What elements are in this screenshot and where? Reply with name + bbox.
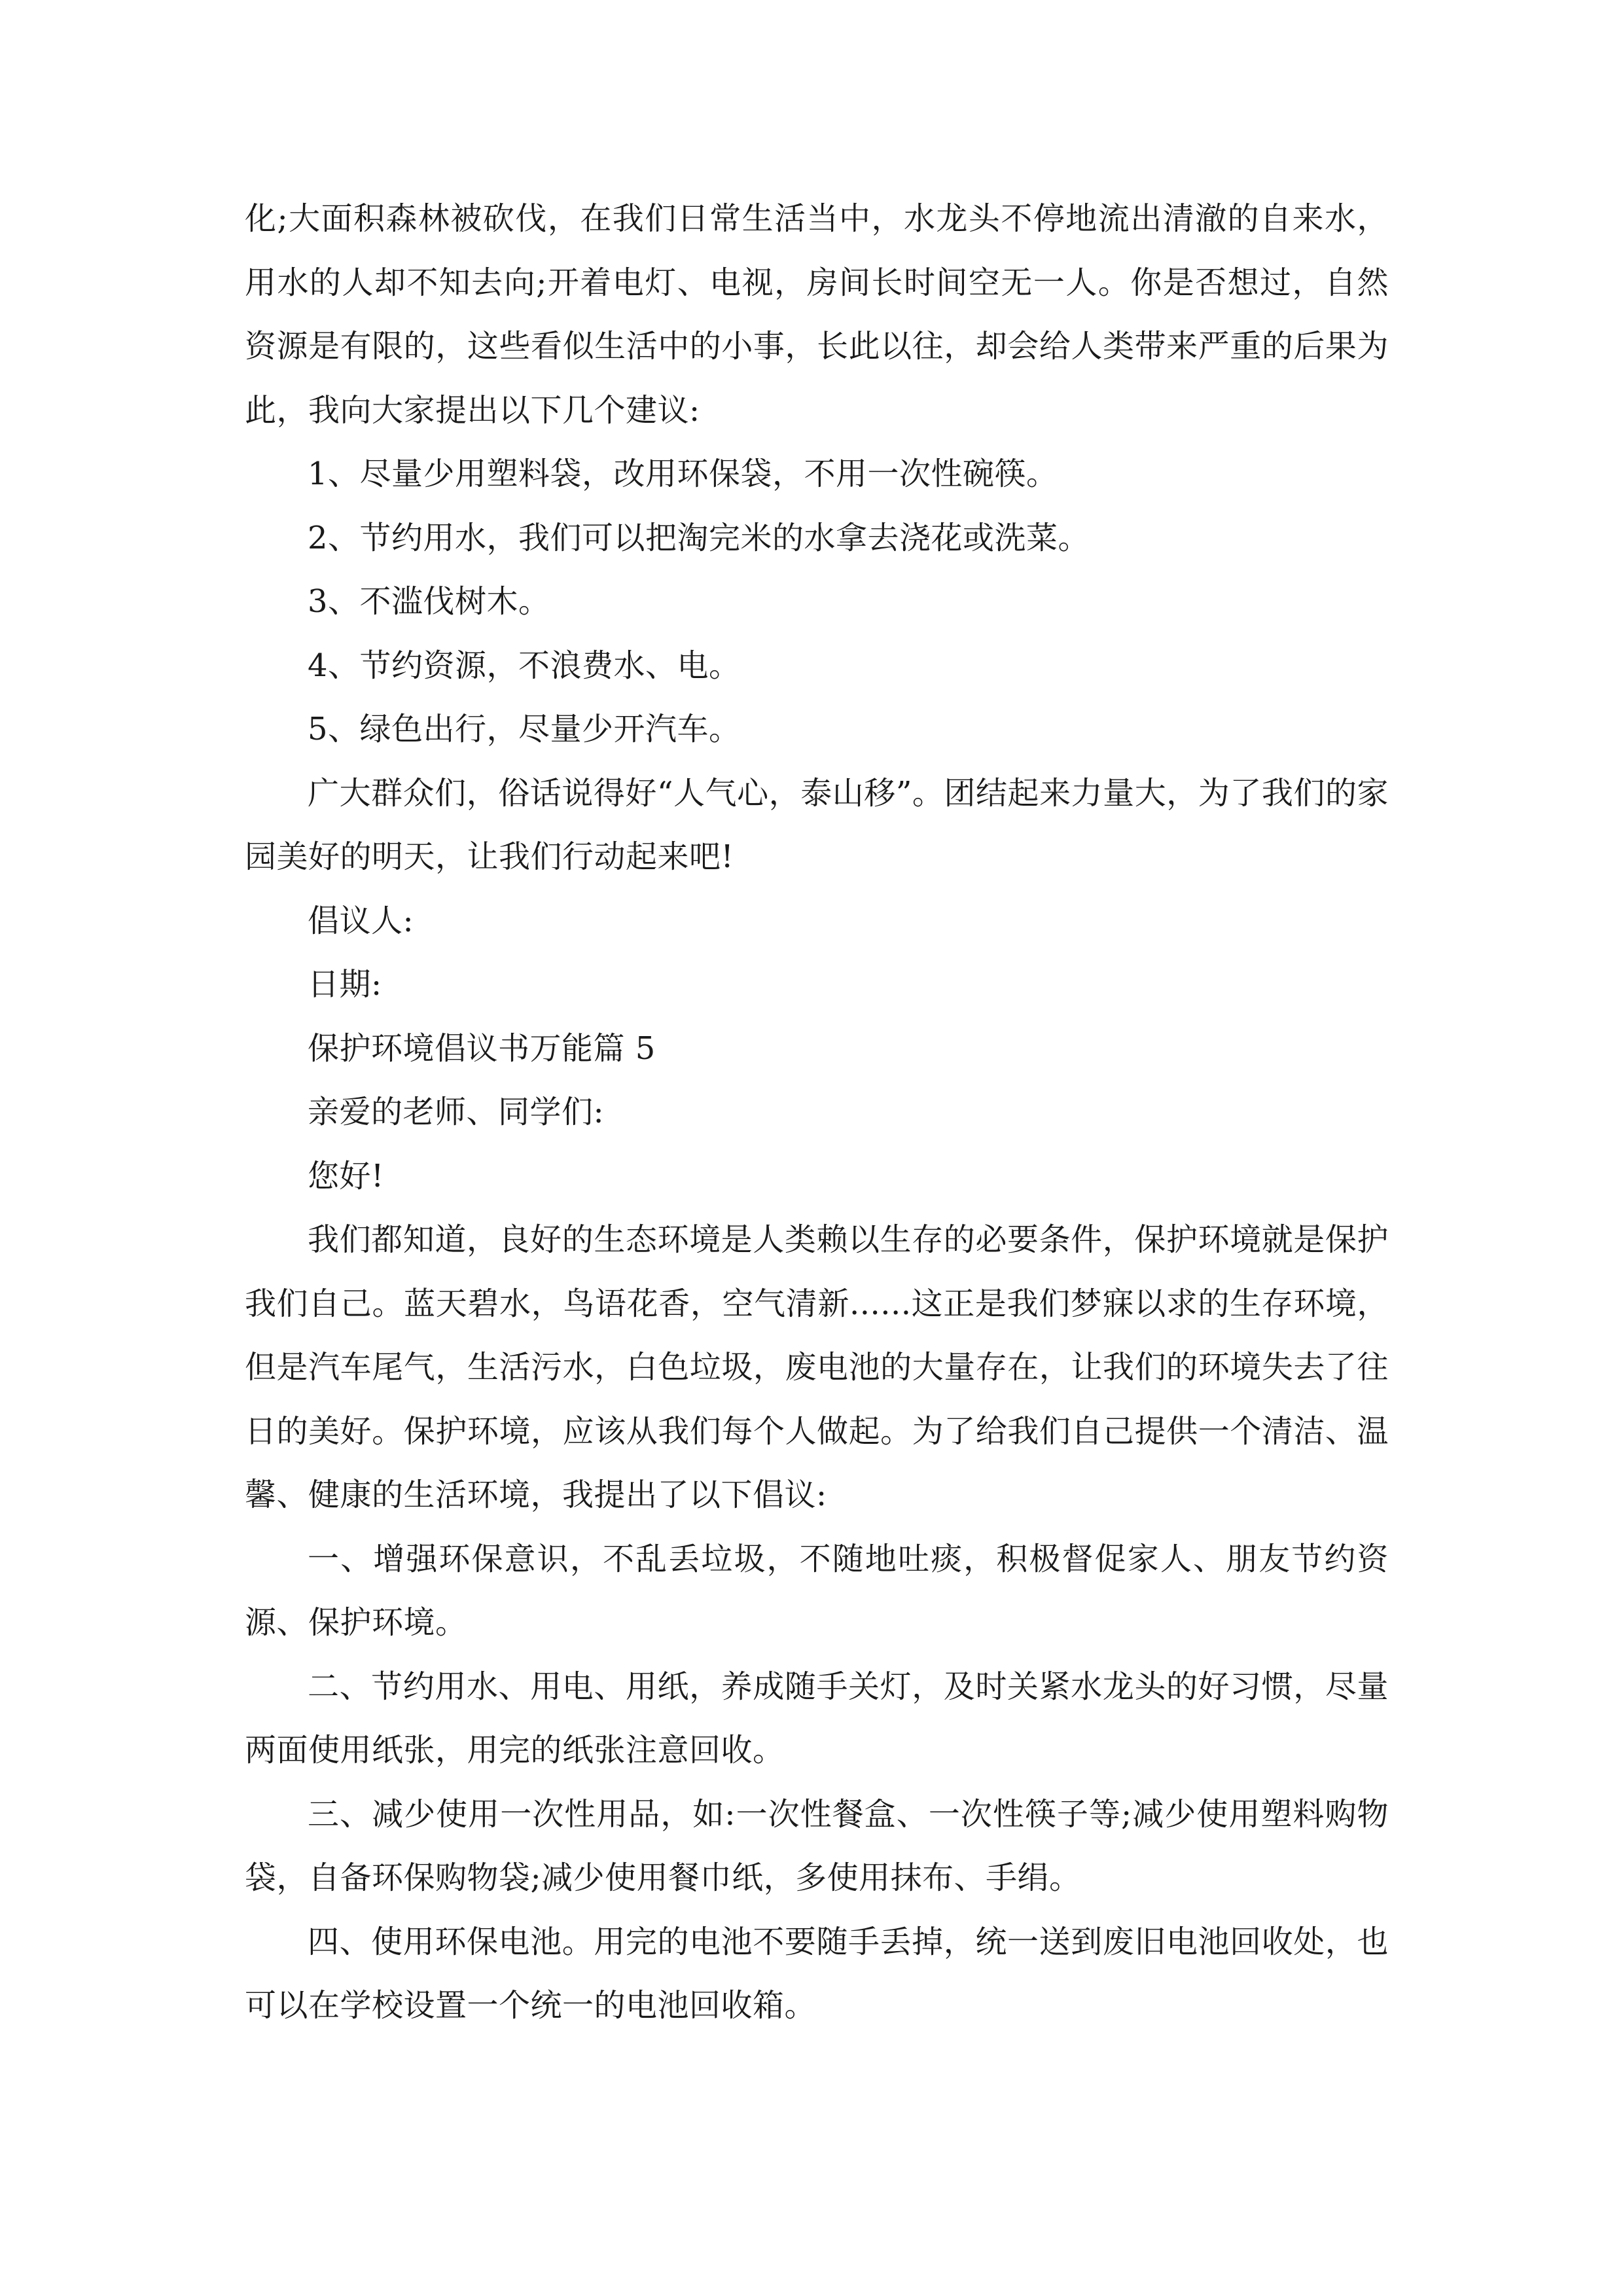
greeting: 您好!	[308, 1157, 384, 1194]
date-line: 日期:	[308, 966, 382, 1003]
closing-paragraph: 广大群众们，俗话说得好“人气心，泰山移”。团结起来力量大，为了我们的家园美好的明天，让我们行动起来吧!	[245, 774, 1389, 875]
proposal-item-4: 四、使用环保电池。用完的电池不要随手丢掉，统一送到废旧电池回收处，也可以在学校设置一个统一的电池回收箱。	[245, 1923, 1389, 2024]
suggestion-item-3: 3、不滥伐树木。	[308, 583, 550, 620]
suggestion-item-4: 4、节约资源，不浪费水、电。	[308, 647, 741, 684]
paragraph-continuation: 化;大面积森林被砍伐，在我们日常生活当中，水龙头不停地流出清澈的自来水，用水的人却不知去向;开着电灯、电视，房间长时间空无一人。你是否想过，自然资源是有限的，这些看似生活中的小事，长此以往，却会给人类带来严重的后果为此，我向大家提出以下几个建议:	[245, 200, 1389, 429]
intro-paragraph: 我们都知道，良好的生态环境是人类赖以生存的必要条件，保护环境就是保护我们自己。蓝天碧水，鸟语花香，空气清新......这正是我们梦寐以求的生存环境，但是汽车尾气，生活污水，白色垃圾，废电池的大量存在，让我们的环境失去了往日的美好。保护环境，应该从我们每个人做起。为了给我们自己提供一个清洁、温馨、健康的生活环境，我提出了以下倡议:	[245, 1221, 1389, 1513]
proposer-line: 倡议人:	[308, 902, 414, 939]
proposal-item-1: 一、增强环保意识，不乱丢垃圾，不随地吐痰，积极督促家人、朋友节约资源、保护环境。	[245, 1540, 1389, 1641]
suggestion-item-5: 5、绿色出行，尽量少开汽车。	[308, 711, 741, 747]
section-title: 保护环境倡议书万能篇 5	[308, 1030, 656, 1067]
suggestion-item-2: 2、节约用水，我们可以把淘完米的水拿去浇花或洗菜。	[308, 519, 1090, 556]
document-body	[245, 187, 1389, 2038]
suggestion-item-1: 1、尽量少用塑料袋，改用环保袋，不用一次性碗筷。	[308, 456, 1058, 492]
salutation: 亲爱的老师、同学们:	[308, 1094, 605, 1130]
proposal-item-3: 三、减少使用一次性用品，如:一次性餐盒、一次性筷子等;减少使用塑料购物袋，自备环保购物袋;减少使用餐巾纸，多使用抹布、手绢。	[245, 1795, 1389, 1896]
proposal-item-2: 二、节约用水、用电、用纸，养成随手关灯，及时关紧水龙头的好习惯，尽量两面使用纸张，用完的纸张注意回收。	[245, 1668, 1389, 1768]
